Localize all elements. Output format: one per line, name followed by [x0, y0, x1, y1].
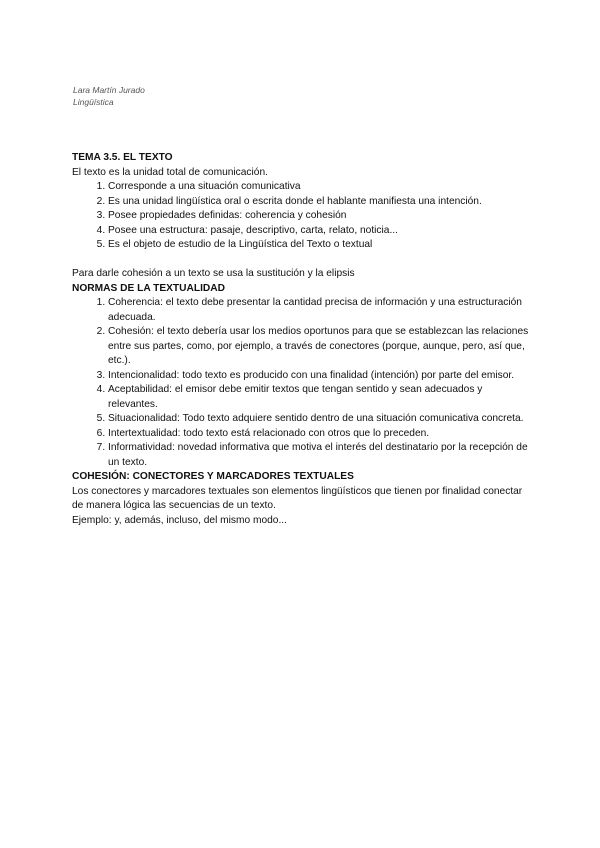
- norms-list: [72, 296, 532, 470]
- list-item: 5. Es el objeto de estudio de la Lingüística del Texto o textual: [108, 238, 532, 253]
- list-item: 6. Intertextualidad: todo texto está relacionado con otros que lo preceden.: [108, 427, 532, 442]
- list-item: 4. Aceptabilidad: el emisor debe emitir textos que tengan sentido y sean adecuados y relevantes.: [108, 383, 532, 412]
- intro-paragraph: El texto es la unidad total de comunicación.: [72, 166, 268, 178]
- example-line: Ejemplo: y, además, incluso, del mismo modo...: [72, 514, 287, 526]
- section-title-cohesion: COHESIÓN: CONECTORES Y MARCADORES TEXTUALES: [72, 471, 354, 482]
- subject-name: Lingüística: [73, 97, 114, 107]
- author-name: Lara Martín Jurado: [73, 85, 145, 95]
- section-title-normas: NORMAS DE LA TEXTUALIDAD: [72, 282, 225, 294]
- page-header: [73, 84, 145, 108]
- list-item: 7. Informatividad: novedad informativa que motiva el interés del destinatario por la recepción de un texto.: [108, 441, 532, 470]
- section-title-tema: TEMA 3.5. EL TEXTO: [72, 152, 173, 163]
- list-item: 2. Es una unidad lingüística oral o escrita donde el hablante manifiesta una intención.: [108, 195, 532, 210]
- document-body: [72, 151, 532, 528]
- list-item: 3. Intencionalidad: todo texto es producido con una finalidad (intención) por parte del emisor.: [108, 369, 532, 384]
- list-item: 2. Cohesión: el texto debería usar los medios oportunos para que se establezcan las relaciones entre sus partes, como, por ejemplo, a través de conectores (porque, aunque, pero, así que, etc.).: [108, 325, 532, 369]
- cohesion-note: Para darle cohesión a un texto se usa la sustitución y la elipsis: [72, 268, 355, 279]
- connectors-paragraph: Los conectores y marcadores textuales son elementos lingüísticos que tienen por finalidad conectar de manera lógica las secuencias de un texto.: [72, 485, 523, 511]
- list-item: 1. Coherencia: el texto debe presentar la cantidad precisa de información y una estructuración adecuada.: [108, 296, 532, 325]
- blank-line: [72, 253, 532, 268]
- list-item: 4. Posee una estructura: pasaje, descriptivo, carta, relato, noticia...: [108, 224, 532, 239]
- list-item: 5. Situacionalidad: Todo texto adquiere sentido dentro de una situación comunicativa concreta.: [108, 412, 532, 427]
- list-item: 3. Posee propiedades definidas: coherencia y cohesión: [108, 209, 532, 224]
- properties-list: [72, 180, 532, 253]
- list-item: 1. Corresponde a una situación comunicativa: [108, 180, 532, 195]
